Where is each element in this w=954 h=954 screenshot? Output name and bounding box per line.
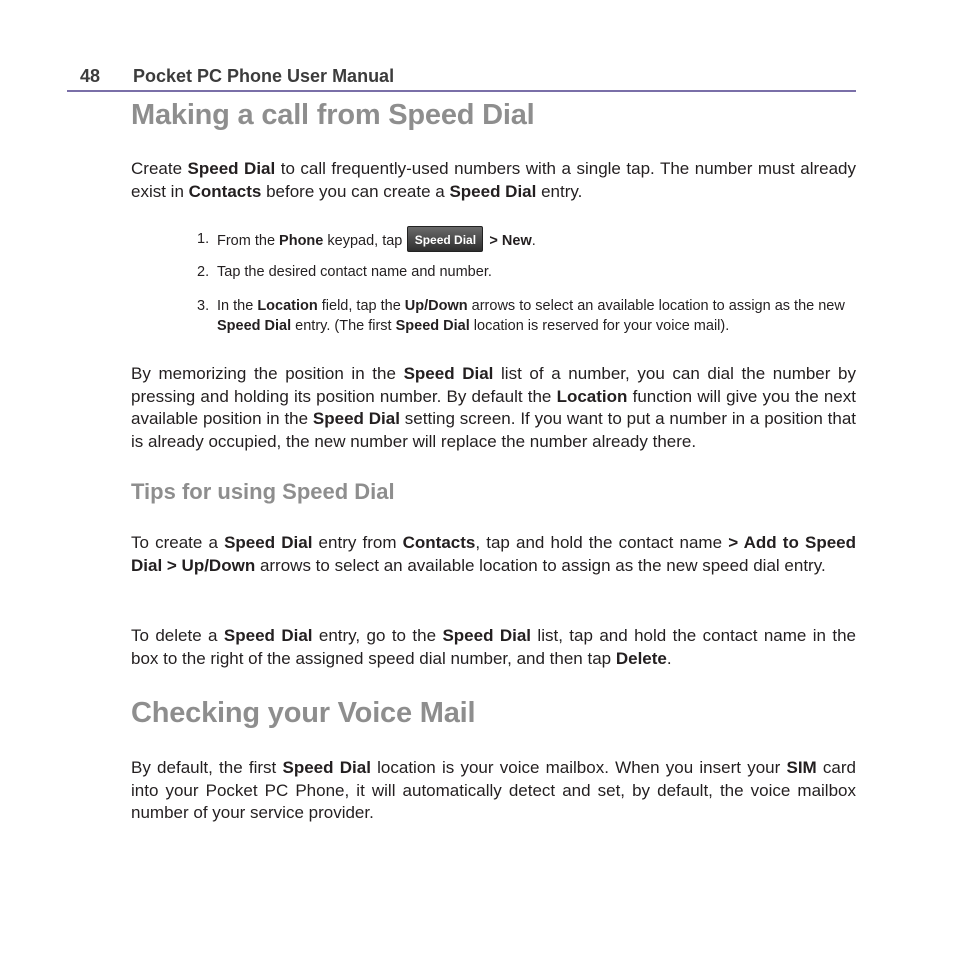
step-text [217, 230, 857, 252]
text-run: From the [217, 232, 280, 249]
tips-delete-paragraph [131, 625, 856, 670]
text-run: to call frequently-used numbers with a single tap. The number must already exist in [131, 159, 856, 201]
step-number: 1. [197, 231, 210, 247]
step-text [217, 297, 857, 336]
step-number: 2. [197, 264, 210, 280]
text-run: entry. (The first [291, 317, 396, 334]
text-run: arrows to select an available location to assign as the new speed dial entry. [255, 555, 826, 575]
text-run: To create a [131, 533, 225, 552]
bold-term: Speed Dial [312, 409, 400, 428]
bold-term: Speed Dial [223, 626, 313, 645]
text-run: Tap the desired contact name and number. [217, 264, 492, 280]
text-run: list of a number, you can dial the number by pressing and holding its position number. By default the [131, 364, 857, 406]
text-run: entry from [312, 533, 403, 552]
text-run: , tap and hold the contact name [475, 533, 729, 552]
bold-term: Location [556, 386, 628, 406]
page-header [67, 64, 856, 92]
text-run: card into your Pocket PC Phone, it will automatically detect and set, by default, the voice mailbox number of your service provider. [131, 758, 857, 822]
bold-term: Speed Dial [224, 533, 313, 552]
text-run: Create [131, 159, 188, 178]
bold-term: Contacts [188, 181, 262, 201]
bold-term: Speed Dial [187, 159, 276, 178]
bold-term: Speed Dial [449, 181, 537, 201]
text-run: entry, go to the [312, 626, 443, 645]
page-number: 48 [80, 66, 101, 86]
bold-term: Speed Dial [282, 758, 371, 777]
text-run: . [531, 232, 536, 249]
bold-term: SIM [786, 758, 817, 777]
section-heading-voice-mail: Checking your Voice Mail [131, 697, 476, 729]
text-run: By default, the first [131, 758, 283, 777]
bold-term: Contacts [402, 533, 476, 552]
bold-term: Up/Down [404, 298, 468, 314]
intro-paragraph [131, 158, 856, 203]
text-run: field, tap the [317, 298, 405, 314]
tips-heading: Tips for using Speed Dial [131, 479, 395, 504]
bold-term: > Add to Speed Dial > Up/Down [131, 533, 857, 575]
text-run: setting screen. If you want to put a number in a position that is already occupied, the new number will replace the number already there. [131, 409, 857, 451]
text-run: location is reserved for your voice mail). [469, 317, 730, 334]
bold-term: > New [485, 232, 532, 249]
bold-term: Speed Dial [403, 364, 494, 383]
step-text [217, 263, 857, 283]
text-run: function will give you the next available position in the [131, 386, 856, 428]
text-run: location is your voice mailbox. When you insert your [370, 758, 787, 777]
text-run: keypad, tap [323, 232, 407, 249]
manual-title: Pocket PC Phone User Manual [133, 66, 395, 86]
text-run: before you can create a [261, 181, 450, 201]
text-run: To delete a [131, 626, 224, 645]
speed-dial-button-image: Speed Dial [407, 226, 483, 252]
bold-term: Speed Dial [395, 317, 470, 334]
bold-term: Location [257, 298, 318, 314]
text-run: arrows to select an available location to assign as the new [467, 298, 845, 314]
tips-create-paragraph [131, 532, 856, 577]
memorize-paragraph [131, 363, 856, 453]
text-run: By memorizing the position in the [131, 364, 404, 383]
voice-mail-paragraph [131, 757, 856, 825]
text-run: . [666, 648, 672, 668]
text-run: entry. [536, 181, 583, 201]
text-run: In the [217, 298, 258, 314]
text-run: list, tap and hold the contact name in the box to the right of the assigned speed dial number, and then tap [131, 626, 857, 668]
bold-term: Delete [615, 648, 667, 668]
bold-term: Speed Dial [442, 626, 532, 645]
step-number: 3. [197, 298, 210, 314]
bold-term: Phone [279, 232, 324, 249]
section-heading-speed-dial: Making a call from Speed Dial [131, 99, 535, 131]
bold-term: Speed Dial [217, 317, 292, 334]
